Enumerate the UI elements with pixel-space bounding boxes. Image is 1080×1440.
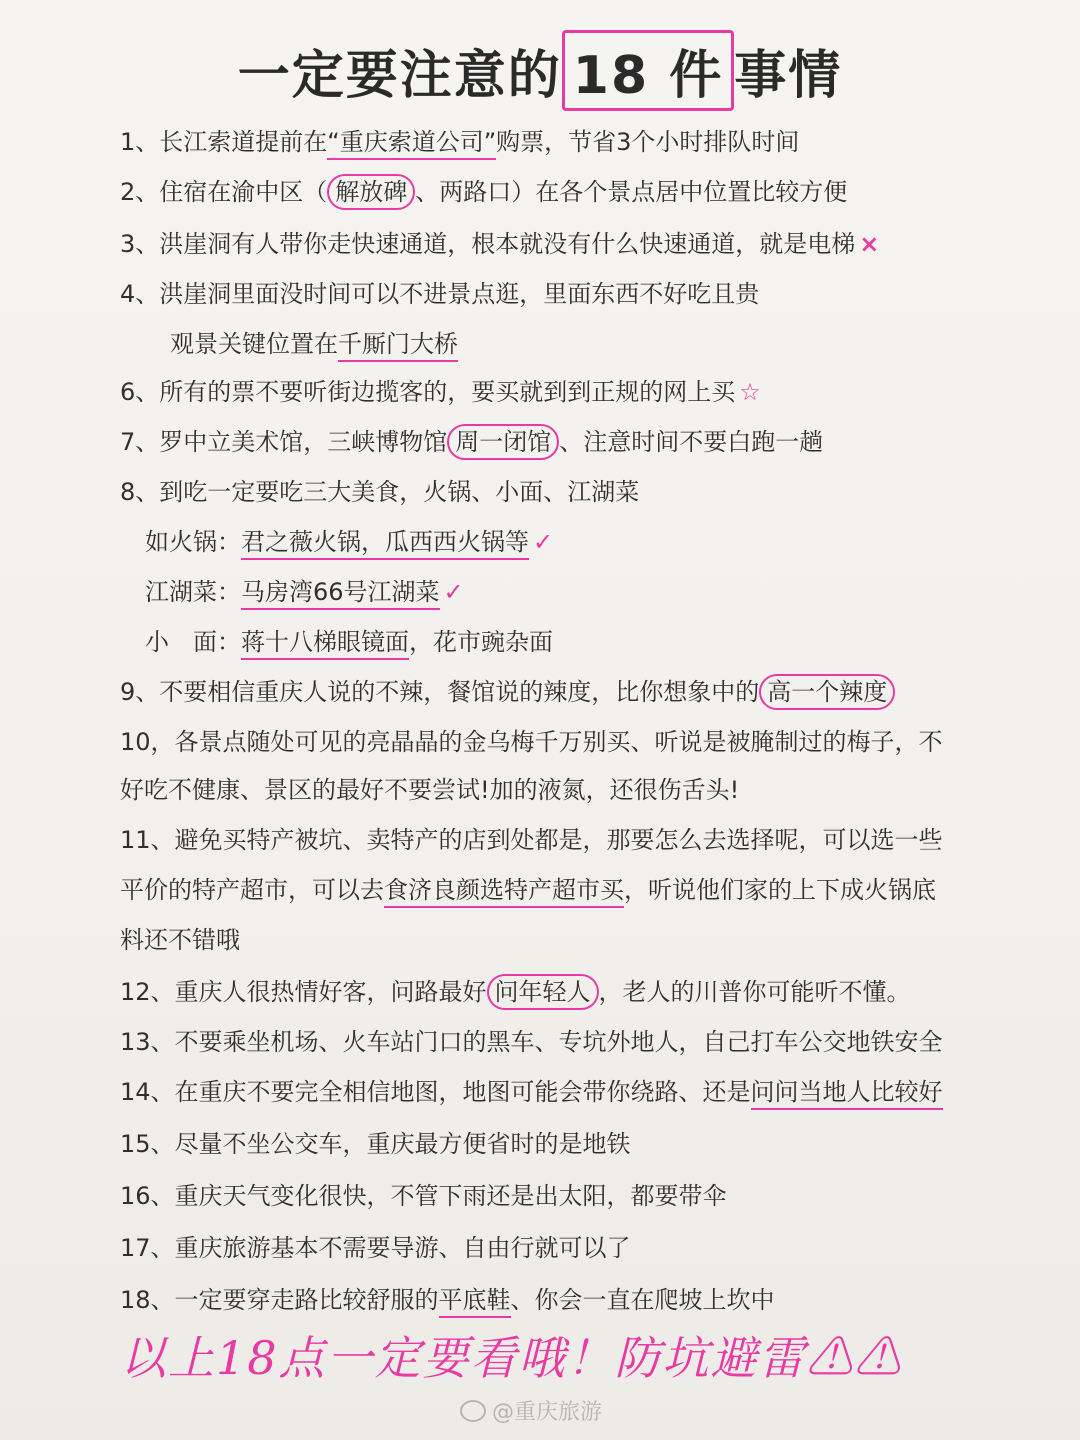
item-8-hotpot: 如火锅：君之薇火锅，瓜西西火锅等 ✓ bbox=[145, 522, 553, 557]
item-11-cont: 平价的特产超市，可以去食济良颜选特产超市买，听说他们家的上下成火锅底 bbox=[120, 870, 936, 905]
handwritten-footer: 以上18点一定要看哦！防坑避雷⚠⚠ bbox=[120, 1331, 903, 1385]
watermark bbox=[460, 1395, 602, 1426]
item-11: 11、避免买特产被坑、卖特产的店到处都是，那要怎么去选择呢，可以选一些 bbox=[120, 826, 943, 854]
item-3: 3、洪崖洞有人带你走快速通道，根本就没有什么快速通道，就是电梯 × bbox=[120, 230, 880, 258]
item-10-cont: 好吃不健康、景区的最好不要尝试!加的液氮，还很伤舌头! bbox=[120, 776, 740, 804]
cross-mark-icon: × bbox=[859, 230, 880, 258]
weibo-logo-icon bbox=[460, 1400, 486, 1422]
item-4-cont: 观景关键位置在千厮门大桥 bbox=[170, 324, 458, 359]
item-14: 14、在重庆不要完全相信地图，地图可能会带你绕路、还是问问当地人比较好 bbox=[120, 1072, 943, 1107]
title-pre: 一定要注意的 bbox=[237, 46, 562, 106]
title-highlight: 18 件 bbox=[562, 30, 734, 111]
item-15: 15、尽量不坐公交车，重庆最方便省时的是地铁 bbox=[120, 1130, 631, 1158]
item-18: 18、一定要穿走路比较舒服的平底鞋、你会一直在爬坡上坎中 bbox=[120, 1280, 775, 1315]
check-mark-icon: ✓ bbox=[533, 528, 554, 556]
item-16: 16、重庆天气变化很快，不管下雨还是出太阳，都要带伞 bbox=[120, 1182, 727, 1210]
item-1: 1、长江索道提前在“重庆索道公司”购票，节省3个小时排队时间 bbox=[120, 122, 799, 157]
title-post: 事情 bbox=[734, 46, 843, 106]
page-title bbox=[0, 30, 1080, 111]
item-11-cont2: 料还不错哦 bbox=[120, 926, 240, 954]
check-mark-icon: ✓ bbox=[443, 578, 464, 606]
item-6: 6、所有的票不要听街边揽客的，要买就到到正规的网上买 ☆ bbox=[120, 378, 761, 406]
item-10: 10，各景点随处可见的亮晶晶的金乌梅千万别买、听说是被腌制过的梅子，不 bbox=[120, 728, 943, 756]
item-4: 4、洪崖洞里面没时间可以不进景点逛，里面东西不好吃且贵 bbox=[120, 280, 760, 308]
item-12: 12、重庆人很热情好客，问路最好 问年轻人 ，老人的川普你可能听不懂。 bbox=[120, 972, 911, 1007]
item-17: 17、重庆旅游基本不需要导游、自由行就可以了 bbox=[120, 1234, 631, 1262]
item-9: 9、不要相信重庆人说的不辣，餐馆说的辣度，比你想象中的 高一个辣度 bbox=[120, 672, 895, 707]
item-8: 8、到吃一定要吃三大美食，火锅、小面、江湖菜 bbox=[120, 478, 640, 506]
watermark-text: @重庆旅游 bbox=[492, 1400, 603, 1425]
star-mark-icon: ☆ bbox=[739, 378, 761, 406]
item-13: 13、不要乘坐机场、火车站门口的黑车、专坑外地人，自己打车公交地铁安全 bbox=[120, 1028, 943, 1056]
item-8-jianghu: 江湖菜：马房湾66号江湖菜 ✓ bbox=[145, 572, 464, 607]
item-7: 7、罗中立美术馆，三峡博物馆 周一闭馆 、注意时间不要白跑一趟 bbox=[120, 422, 823, 457]
item-2: 2、住宿在渝中区（ 解放碑 、两路口）在各个景点居中位置比较方便 bbox=[120, 172, 847, 207]
item-8-noodle: 小 面：蒋十八梯眼镜面，花市豌杂面 bbox=[145, 622, 553, 657]
